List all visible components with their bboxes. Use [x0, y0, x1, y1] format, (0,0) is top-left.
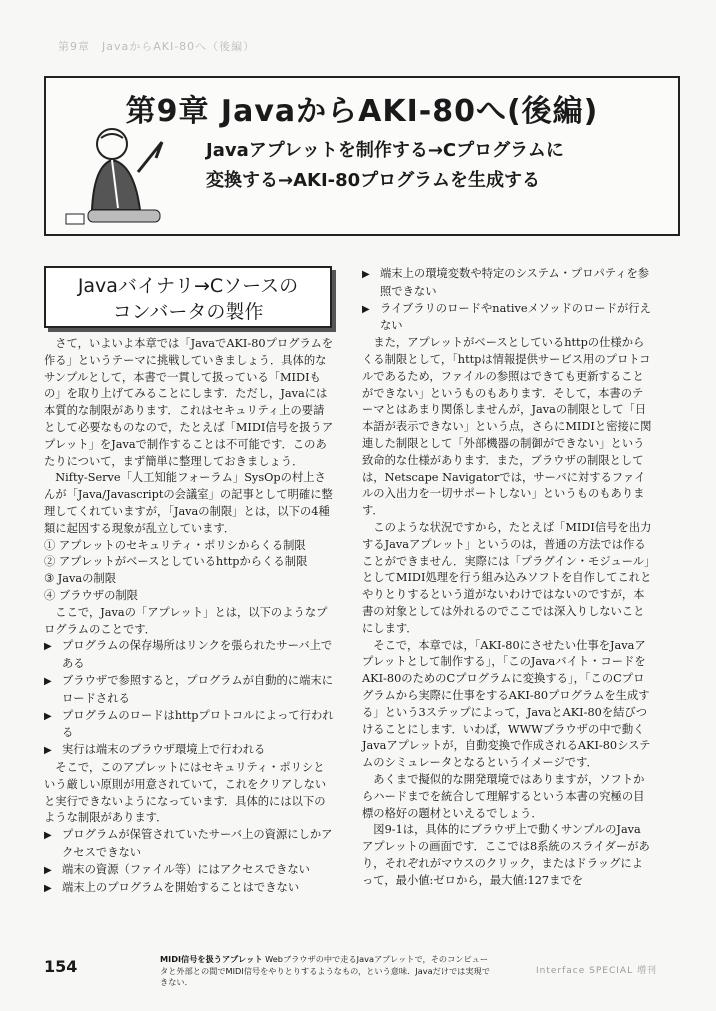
bullet-item [44, 673, 334, 708]
triangle-bullet-icon: ▶ [44, 710, 52, 722]
running-head: 第9章 JavaからAKI-80へ（後編） [58, 40, 256, 53]
right-column [362, 266, 652, 889]
bullet-text: 実行は端末のブラウザ環境上で行われる [62, 743, 266, 757]
section-title-line: コンバータの製作 [112, 301, 264, 323]
bullet-text: ライブラリのロードやnativeメソッドのロードが行えない [380, 301, 651, 333]
list-item: ① アプレットのセキュリティ・ポリシからくる制限 [44, 538, 306, 552]
bullet-item [44, 742, 334, 760]
paragraph: ここで，Javaの「アプレット」とは，以下のようなプログラムのことです． [44, 605, 328, 636]
chapter-title: 第9章 JavaからAKI-80へ(後編) [125, 94, 599, 129]
paragraph: Nifty-Serve「人工知能フォーラム」SysOpの村上さんが「Java/Javascriptの会議室」の記事として明確に整理してくれていますが，「Javaの制限」とは，以下の4種類に起因する現象が乱立しています． [44, 471, 333, 535]
bullet-text: ブラウザで参照すると，プログラムが自動的に端末にロードされる [62, 673, 334, 705]
footnote-text: Webブラウザの中で走るJavaアプレットで，そのコンピュータと外部との間でMIDI信号をやりとりするようなもの，という意味．Javaだけでは実現できない． [160, 954, 490, 987]
bullet-text: 端末の資源（ファイル等）にはアクセスできない [62, 862, 310, 876]
bullet-text: プログラムの保存場所はリンクを張られたサーバ上である [62, 639, 333, 671]
bullet-item [44, 880, 334, 898]
paragraph: また，アプレットがベースとしているhttpの仕様からくる制限として，「httpは情報提供サービス用のプロトコルであるため，ファイルの参照はできても更新することができない」というものもあります．そして，本書のテーマとはあまり関係しませんが，Javaの制限として「日本語が表示できない」という点，さらにMIDIと密接に関連した制限として「外部機器の制御ができない」という致命的な仕様があります．また，ブラウザの制限としては，Netscape Navigatorでは，サーバに対するファイルの入出力を一切サポートしない」というものもあります． [362, 336, 652, 518]
bullet-item [44, 638, 334, 673]
bullet-item [44, 862, 334, 880]
section-title-line: Javaバイナリ→Cソースの [77, 275, 299, 297]
scholar-illustration-icon [54, 118, 194, 230]
bullet-text: 端末上の環境変数や特定のシステム・プロパティを参照できない [380, 267, 650, 298]
triangle-bullet-icon: ▶ [44, 641, 52, 653]
triangle-bullet-icon: ▶ [44, 882, 52, 894]
paragraph: さて，いよいよ本章では「JavaでAKI-80プログラムを作る」というテーマに挑戦していきましょう．具体的なサンプルとして，本書で一貫して扱っている「MIDIもの」を取り上げてみることにします．ただし，Javaには本質的な制限があります．これはセキュリティ上の要請として必要なものなので，たとえば「MIDI信号を扱うアプレット」をJavaで制作することは不可能です．このあたりについて，まず簡単に整理しておきましょう． [44, 337, 334, 468]
bullet-item [44, 708, 334, 743]
footnote [160, 954, 495, 989]
list-item: ② アプレットがベースとしているhttpからくる制限 [44, 555, 308, 569]
paragraph: そこで，このアプレットにはセキュリティ・ポリシという厳しい原則が用意されていて，これをクリアしないと実行できないようになっています．具体的には以下のような制限があります． [44, 760, 327, 825]
section-title-box [44, 266, 332, 328]
subtitle-line: 変換する→AKI-80プログラムを生成する [206, 170, 540, 191]
triangle-bullet-icon: ▶ [44, 745, 52, 757]
bullet-text: プログラムのロードはhttpプロトコルによって行われる [62, 708, 334, 740]
bullet-text: 端末上のプログラムを開始することはできない [62, 880, 300, 894]
paragraph: そこで，本章では，「AKI-80にさせたい仕事をJavaアプレットとして制作する」，「このJavaバイト・コードをAKI-80のためのCプログラムに変換する」，「このCプログラムから実際に仕事をするAKI-80プログラムを生成する」という3ステップによって，JavaとAKI-80を結びつけることにします．いわば，WWWブラウザの中で動くJavaアプレットが，自動変換で作成されるAKI-80システムのシミュレータとなるというイメージです． [362, 638, 651, 770]
triangle-bullet-icon: ▶ [44, 830, 52, 842]
chapter-title-box [44, 76, 680, 236]
triangle-bullet-icon: ▶ [362, 269, 370, 280]
left-column [44, 336, 334, 897]
list-item: ④ ブラウザの制限 [44, 588, 138, 602]
paragraph: 図9-1は，具体的にブラウザ上で動くサンプルのJavaアプレットの画面です．ここでは8系統のスライダーがあり，それぞれがマウスのクリック，またはドラッグによって，最小値:ゼロから，最大値:127までを [362, 823, 650, 887]
paragraph: あくまで擬似的な開発環境ではありますが，ソフトからハードまでを統合して理解するという本書の究極の目標の格好の題材といえるでしょう． [362, 772, 645, 820]
list-item: ③ Javaの制限 [44, 572, 116, 586]
bullet-item [362, 301, 652, 336]
chapter-subtitle [206, 136, 646, 196]
paragraph: このような状況ですから，たとえば「MIDI信号を出力するJavaアプレット」というのは，普通の方法では作ることができません．実際には「プラグイン・モジュール」としてMIDI処理を行う組み込みソフトを自作してこれとやりとりするという道がないわけではないのですが，本書の対象としては外れるのでここでは深入りしないことにします． [362, 520, 652, 635]
footnote-heading: MIDI信号を扱うアプレット [160, 954, 263, 964]
bullet-item [44, 827, 334, 862]
page-number: 154 [44, 957, 78, 976]
triangle-bullet-icon: ▶ [44, 864, 52, 876]
triangle-bullet-icon: ▶ [44, 675, 52, 687]
bullet-item [362, 266, 652, 301]
triangle-bullet-icon: ▶ [362, 303, 370, 315]
magazine-name: Interface SPECIAL 増刊 [536, 966, 657, 976]
subtitle-line: Javaアプレットを制作する→Cプログラムに [206, 140, 564, 161]
bullet-text: プログラムが保管されていたサーバ上の資源にしかアクセスできない [62, 828, 333, 859]
